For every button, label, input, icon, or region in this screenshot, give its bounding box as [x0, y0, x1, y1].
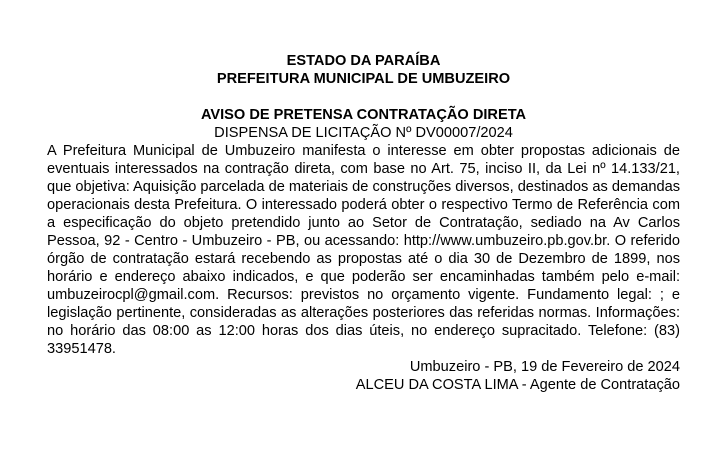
spacer [47, 88, 680, 106]
notice-title: AVISO DE PRETENSA CONTRATAÇÃO DIRETA [200, 107, 527, 123]
municipality-heading: PREFEITURA MUNICIPAL DE UMBUZEIRO [216, 71, 511, 87]
notice-subtitle: DISPENSA DE LICITAÇÃO Nº DV00007/2024 [214, 125, 513, 141]
state-heading: ESTADO DA PARAÍBA [286, 53, 441, 69]
notice-body: A Prefeitura Municipal de Umbuzeiro manifesta o interesse em obter propostas adicionais de eventuais interessados na contração direta, com base no Art. 75, inciso II, da Lei nº 14.133/21, que objetiva: Aquisição parcelada de materiais de construções diversos, destinados as demandas operacionais desta Prefeitura. O interessado poderá obter o respectivo Termo de Referência com a especificação do objeto pretendido junto ao Setor de Contratação, sediado na Av Carlos Pessoa, 92 - Centro - Umbuzeiro - PB, ou acessando: http://www.umbuzeiro.pb.gov.br. O referido órgão de contratação estará recebendo as propostas até o dia 30 de Dezembro de 1899, nos horário e endereço abaixo indicados, e que poderão ser encaminhadas também pelo e-mail: umbuzeirocpl@gmail.com. Recursos: previstos no orçamento vigente. Fundamento legal: ; e legislação pertinente, consideradas as alterações posteriores das referidas normas. Informações: no horário das 08:00 as 12:00 horas dos dias úteis, no endereço supracitado. Telefone: (83) 33951478. [47, 143, 680, 357]
place-date: Umbuzeiro - PB, 19 de Fevereiro de 2024 [409, 359, 680, 375]
signer: ALCEU DA COSTA LIMA - Agente de Contratação [355, 377, 680, 393]
notice-document [47, 52, 680, 394]
